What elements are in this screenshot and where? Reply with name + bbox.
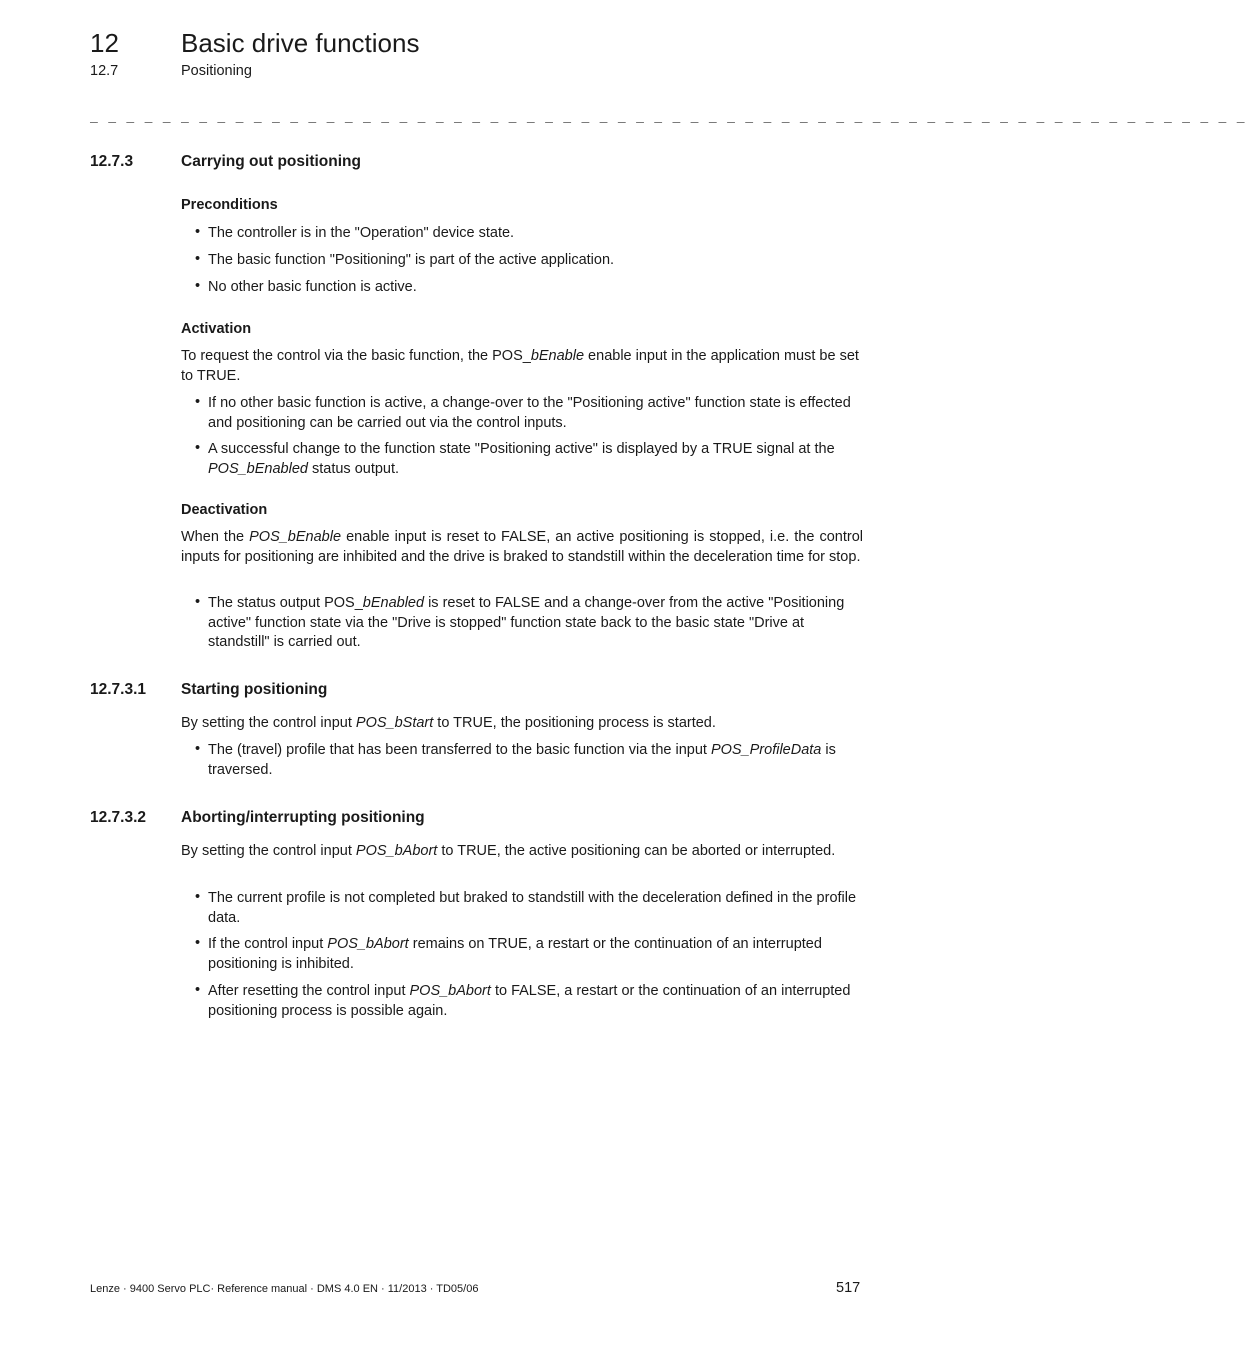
starting-paragraph: By setting the control input POS_bStart to TRUE, the positioning process is started.: [181, 715, 716, 731]
activation-heading: Activation: [181, 321, 252, 337]
list-item: The current profile is not completed but braked to standstill with the deceleration defined in the profile data.: [208, 890, 857, 926]
chapter-number: 12: [90, 28, 119, 58]
list-item: The controller is in the "Operation" device state.: [208, 225, 515, 241]
subsection-number: 12.7.3.1: [90, 681, 147, 698]
list-item: The (travel) profile that has been transferred to the basic function via the input POS_ProfileData is traversed.: [208, 742, 836, 778]
subsection-title: Starting positioning: [181, 681, 328, 698]
list-item: After resetting the control input POS_bAbort to FALSE, a restart or the continuation of an interrupted positioning process is possible again.: [208, 983, 851, 1019]
bullet-icon: •: [195, 251, 201, 267]
list-item: The status output POS_bEnabled is reset to FALSE and a change-over from the active "Positioning active" function state via the "Drive is stopped" function state back to the basic state "Drive at standstill" is carried out.: [208, 595, 845, 650]
deactivation-heading: Deactivation: [181, 502, 268, 518]
subsection-title: Aborting/interrupting positioning: [181, 809, 425, 826]
bullet-icon: •: [195, 278, 201, 294]
list-item: If the control input POS_bAbort remains on TRUE, a restart or the continuation of an interrupted positioning is inhibited.: [208, 936, 822, 972]
aborting-paragraph: By setting the control input POS_bAbort to TRUE, the active positioning can be aborted or interrupted.: [181, 843, 836, 859]
chapter-title: Basic drive functions: [181, 28, 420, 58]
deactivation-paragraph: When the POS_bEnable enable input is reset to FALSE, an active positioning is stopped, i.e. the control inputs for positioning are inhibited and the drive is braked to standstill within the deceleration time for stop.: [181, 529, 863, 565]
activation-paragraph: To request the control via the basic function, the POS_bEnable enable input in the application must be set to TRUE.: [181, 348, 859, 384]
preconditions-heading: Preconditions: [181, 197, 278, 213]
bullet-icon: •: [195, 741, 201, 757]
list-item: If no other basic function is active, a change-over to the "Positioning active" function state is effected and positioning can be carried out via the control inputs.: [208, 395, 851, 431]
section-number: 12.7: [90, 63, 119, 79]
list-item: The basic function "Positioning" is part of the active application.: [208, 252, 615, 268]
list-item: A successful change to the function state "Positioning active" is displayed by a TRUE signal at the POS_bEnabled status output.: [208, 441, 835, 477]
section-title: Positioning: [181, 63, 252, 79]
bullet-icon: •: [195, 889, 201, 905]
subsection-number: 12.7.3.2: [90, 809, 147, 826]
list-item: No other basic function is active.: [208, 279, 417, 295]
bullet-icon: •: [195, 982, 201, 998]
bullet-icon: •: [195, 440, 201, 456]
bullet-icon: •: [195, 594, 201, 610]
footer-text: Lenze · 9400 Servo PLC· Reference manual · DMS 4.0 EN · 11/2013 · TD05/06: [90, 1283, 479, 1295]
page-number: 517: [836, 1280, 861, 1296]
bullet-icon: •: [195, 394, 201, 410]
subsection-title: Carrying out positioning: [181, 153, 361, 170]
header-rule: _ _ _ _ _ _ _ _ _ _ _ _ _ _ _ _ _ _ _ _ _ _ _ _ _ _ _ _ _ _ _ _ _ _ _ _ _ _ _ _ _ _ _ _ _ _ _ _ _ _ _ _ _ _ _ _ _ _ _ _ _ _ _ _: [90, 110, 1246, 125]
bullet-icon: •: [195, 224, 201, 240]
subsection-number: 12.7.3: [90, 153, 134, 170]
bullet-icon: •: [195, 935, 201, 951]
